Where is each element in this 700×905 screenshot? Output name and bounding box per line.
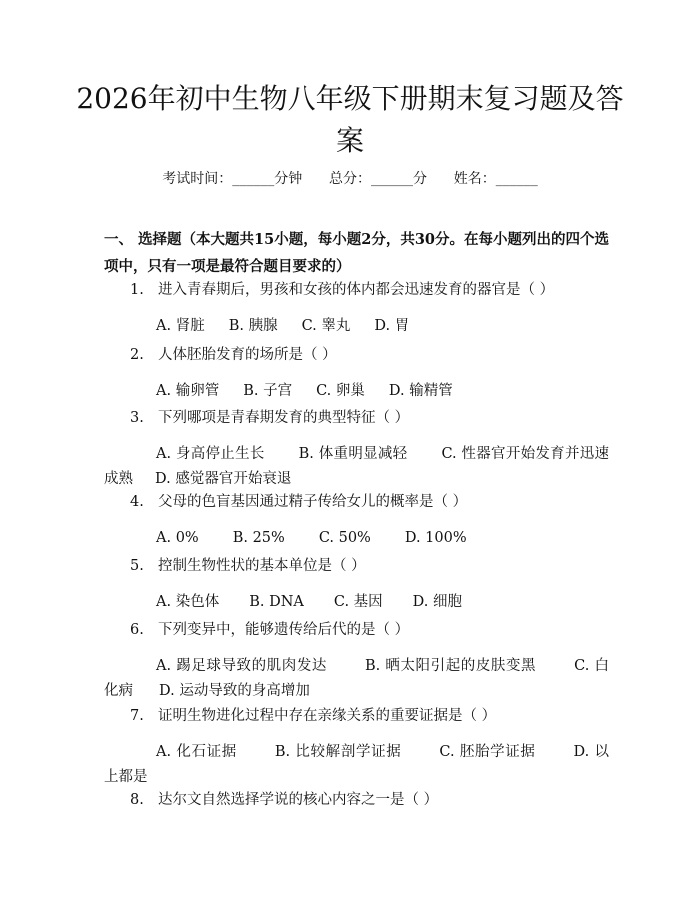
- question-number: 1.: [130, 282, 144, 298]
- option-list: [104, 740, 609, 790]
- question-number: 7.: [130, 708, 144, 724]
- question-item: [104, 345, 609, 404]
- question-number: 5.: [130, 558, 144, 574]
- question-stem: [130, 706, 609, 726]
- option-list: [104, 590, 609, 615]
- option-a: A. 肾脏: [156, 318, 205, 334]
- question-number: 6.: [130, 622, 144, 638]
- option-list: [104, 526, 609, 551]
- option-b: B. 晒太阳引起的皮肤变黑: [364, 658, 537, 674]
- option-d: D. 100%: [404, 530, 467, 546]
- question-stem: [130, 345, 609, 365]
- option-c: C. 睾丸: [301, 318, 351, 334]
- question-item: [104, 492, 609, 551]
- question-text: 达尔文自然选择学说的核心内容之一是（ ）: [158, 792, 439, 808]
- question-item: [104, 408, 609, 492]
- option-list: [104, 442, 609, 492]
- option-list: [104, 314, 609, 339]
- option-list: [104, 654, 609, 704]
- option-a: A. 染色体: [156, 594, 220, 610]
- option-a: A. 身高停止生长: [156, 446, 265, 462]
- question-text: 证明生物进化过程中存在亲缘关系的重要证据是（ ）: [158, 708, 497, 724]
- question-stem: [130, 280, 609, 300]
- question-stem: [130, 408, 609, 428]
- option-d: D. 胃: [374, 318, 410, 334]
- option-list: [104, 379, 609, 404]
- question-item: [104, 280, 609, 339]
- section-heading: 一、 选择题（本大题共15小题，每小题2分，共30分。在每小题列出的四个选项中，只有一项是最符合题目要求的）: [104, 231, 609, 275]
- option-c: C. 性器官开始发育并迅速成熟: [104, 446, 609, 487]
- question-text: 进入青春期后，男孩和女孩的体内都会迅速发育的器官是（ ）: [158, 282, 555, 298]
- option-b: B. 体重明显减轻: [298, 446, 408, 462]
- question-number: 4.: [130, 494, 144, 510]
- question-stem: [130, 620, 609, 640]
- option-b: B. 子宫: [243, 383, 293, 399]
- option-a: A. 化石证据: [156, 744, 237, 760]
- option-a: A. 0%: [156, 530, 199, 546]
- question-text: 控制生物性状的基本单位是（ ）: [158, 558, 366, 574]
- question-number: 8.: [130, 792, 144, 808]
- option-c: C. 卵巢: [316, 383, 365, 399]
- option-b: B. DNA: [249, 594, 304, 610]
- option-b: B. 胰腺: [228, 318, 278, 334]
- question-number: 2.: [130, 347, 144, 363]
- question-text: 人体胚胎发育的场所是（ ）: [158, 347, 337, 363]
- question-stem: [130, 790, 609, 810]
- question-text: 父母的色盲基因通过精子传给女儿的概率是（ ）: [158, 494, 468, 510]
- option-b: B. 比较解剖学证据: [274, 744, 402, 760]
- option-a: A. 输卵管: [156, 383, 220, 399]
- option-a: A. 踢足球导致的肌肉发达: [156, 658, 327, 674]
- option-c: C. 50%: [318, 530, 371, 546]
- question-number: 3.: [130, 410, 144, 426]
- option-b: B. 25%: [232, 530, 285, 546]
- question-stem: [130, 556, 609, 576]
- question-item: [104, 790, 609, 810]
- question-text: 下列变异中，能够遗传给后代的是（ ）: [158, 622, 410, 638]
- question-item: [104, 620, 609, 704]
- option-d: D. 以上都是: [104, 744, 609, 785]
- page-title: 2026年初中生物八年级下册期末复习题及答案: [76, 82, 624, 157]
- question-text: 下列哪项是青春期发育的典型特征（ ）: [158, 410, 410, 426]
- option-c: C. 胚胎学证据: [439, 744, 536, 760]
- option-d: D. 细胞: [412, 594, 462, 610]
- option-c: C. 基因: [333, 594, 383, 610]
- exam-info-line: 考试时间：______分钟 总分：______分 姓名：______: [162, 171, 538, 187]
- question-item: [104, 556, 609, 615]
- question-item: [104, 706, 609, 790]
- option-d: D. 感觉器官开始衰退: [155, 471, 292, 487]
- option-d: D. 输精管: [388, 383, 453, 399]
- option-c: C. 白化病: [104, 658, 609, 699]
- option-d: D. 运动导致的身高增加: [159, 683, 310, 699]
- question-stem: [130, 492, 609, 512]
